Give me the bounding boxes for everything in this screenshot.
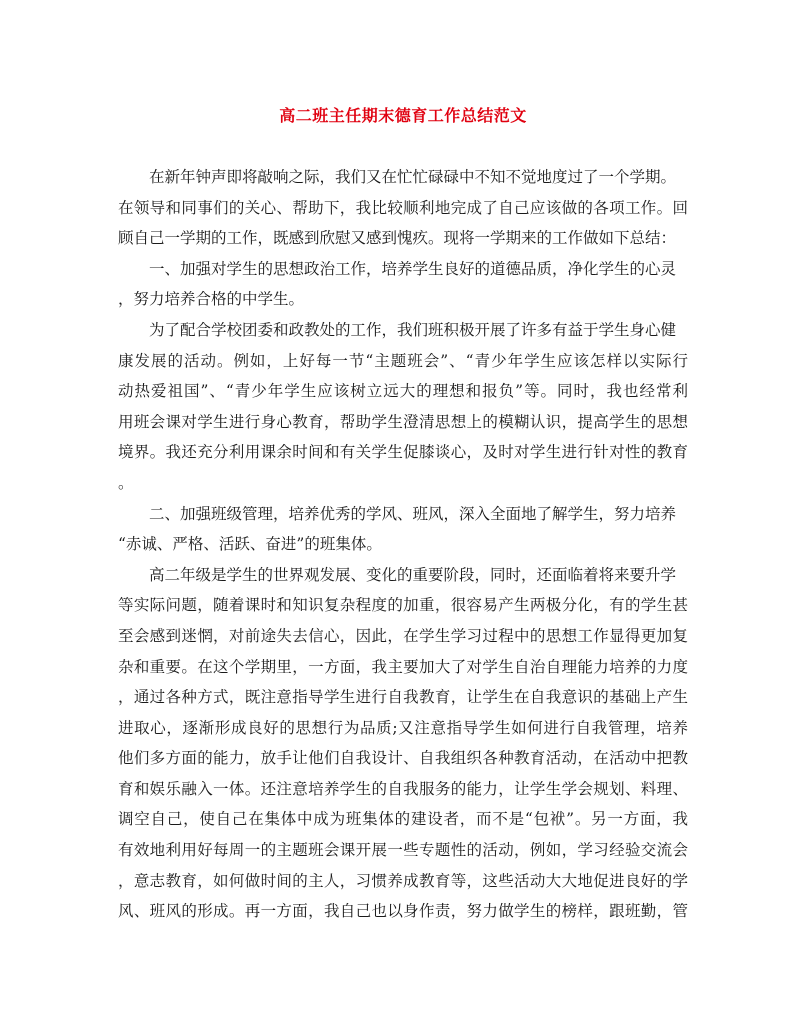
text-line: 顾自己一学期的工作，既感到欣慰又感到愧疚。现将一学期来的工作做如下总结： [118, 229, 677, 248]
text-line: 境界。我还充分利用课余时间和有关学生促膝谈心，及时对学生进行针对性的教育 [118, 443, 688, 462]
text-line: 在新年钟声即将敲响之际，我们又在忙忙碌碌中不知不觉地度过了一个学期。 [149, 168, 677, 186]
text-line: 进取心，逐渐形成良好的思想行为品质;又注意指导学生如何进行自我管理，培养 [118, 718, 688, 737]
text-line: 至会感到迷惘，对前途失去信心，因此，在学生学习过程中的思想工作显得更加复 [118, 626, 688, 645]
text-line: 风、班风的形成。再一方面，我自己也以身作责，努力做学生的榜样，跟班勤，管 [118, 902, 688, 921]
text-line: 杂和重要。在这个学期里，一方面，我主要加大了对学生自治自理能力培养的力度 [118, 657, 688, 676]
text-line: 调空自己，使自己在集体中成为班集体的建设者，而不是“包袱”。另一方面，我 [118, 810, 688, 829]
text-line: 他们多方面的能力，放手让他们自我设计、自我组织各种教育活动，在活动中把教 [118, 749, 688, 768]
text-line: 一、加强对学生的思想政治工作，培养学生良好的道德品质，净化学生的心灵 [149, 259, 677, 278]
text-line: 。 [118, 473, 134, 492]
text-line: ，通过各种方式，既注意指导学生进行自我教育，让学生在自我意识的基础上产生 [118, 688, 688, 707]
text-line: 在领导和同事们的关心、帮助下，我比较顺利地完成了自己应该做的各项工作。回 [118, 198, 688, 217]
document-title: 高二班主任期末德育工作总结范文 [279, 106, 527, 125]
text-line: 高二年级是学生的世界观发展、变化的重要阶段，同时，还面临着将来要升学 [149, 565, 677, 584]
text-line: 二、加强班级管理，培养优秀的学风、班风，深入全面地了解学生，努力培养 [149, 504, 677, 523]
text-line: 为了配合学校团委和政教处的工作，我们班积极开展了许多有益于学生身心健 [149, 320, 677, 339]
text-line: 等实际问题，随着课时和知识复杂程度的加重，很容易产生两极分化，有的学生甚 [118, 596, 688, 615]
text-line: 动热爱祖国”、“青少年学生应该树立远大的理想和报负”等。同时，我也经常利 [118, 382, 688, 401]
text-line: ，努力培养合格的中学生。 [118, 290, 305, 309]
text-line: “赤诚、严格、活跃、奋进”的班集体。 [118, 535, 382, 554]
text-line: 育和娱乐融入一体。还注意培养学生的自我服务的能力，让学生学会规划、料理、 [118, 779, 688, 798]
document-body [118, 162, 688, 927]
text-line: 用班会课对学生进行身心教育，帮助学生澄清思想上的模糊认识，提高学生的思想 [118, 412, 688, 431]
text-line: 有效地利用好每周一的主题班会课开展一些专题性的活动，例如，学习经验交流会 [118, 841, 688, 860]
text-line: 康发展的活动。例如，上好每一节“主题班会”、“青少年学生应该怎样以实际行 [118, 351, 688, 370]
text-line: ，意志教育，如何做时间的主人，习惯养成教育等，这些活动大大地促进良好的学 [118, 871, 688, 890]
